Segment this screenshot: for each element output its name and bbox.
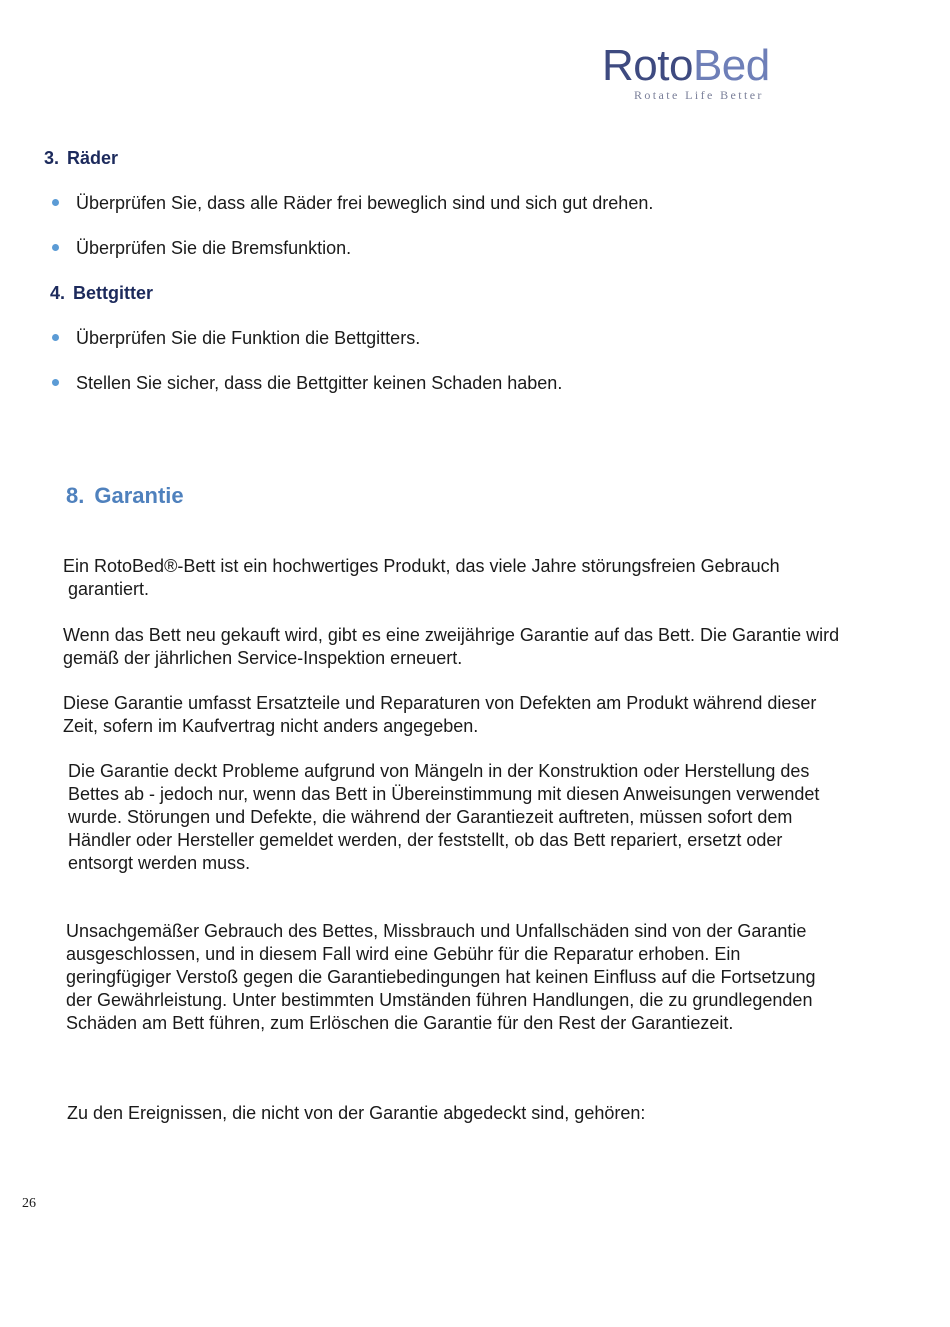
paragraph-line: wurde. Störungen und Defekte, die während der Garantiezeit auftreten, müssen sofort dem xyxy=(68,807,793,827)
paragraph-line: gemäß der jährlichen Service-Inspektion erneuert. xyxy=(63,648,463,668)
logo-wordmark xyxy=(602,40,792,92)
list-item-text: Stellen Sie sicher, dass die Bettgitter keinen Schaden haben. xyxy=(76,373,563,393)
list-item-text: Überprüfen Sie die Bremsfunktion. xyxy=(76,238,352,258)
paragraph-line: ausgeschlossen, und in diesem Fall wird eine Gebühr für die Reparatur erhoben. Ein xyxy=(66,944,741,964)
chapter-heading-garantie xyxy=(66,483,184,509)
paragraph-garantie-intro xyxy=(63,555,780,601)
list-item xyxy=(52,328,420,349)
paragraph-line: Ein RotoBed®-Bett ist ein hochwertiges Produkt, das viele Jahre störungsfreien Gebrauch xyxy=(63,556,780,576)
list-item xyxy=(52,373,562,394)
chapter-title: Garantie xyxy=(94,483,184,508)
section-heading-bettgitter xyxy=(50,283,153,304)
list-item-text: Überprüfen Sie die Funktion die Bettgitters. xyxy=(76,328,421,348)
paragraph-garantie-coverage xyxy=(68,760,819,875)
paragraph-line: Bettes ab - jedoch nur, wenn das Bett in Übereinstimmung mit diesen Anweisungen verwendet xyxy=(68,784,820,804)
paragraph-garantie-duration xyxy=(63,624,839,670)
rotobed-logo xyxy=(602,40,792,103)
bullet-icon xyxy=(52,334,59,341)
list-item-text: Überprüfen Sie, dass alle Räder frei beweglich sind und sich gut drehen. xyxy=(76,193,654,213)
paragraph-line: Schäden am Bett führen, zum Erlöschen die Garantie für den Rest der Garantiezeit. xyxy=(66,1013,734,1033)
paragraph-line: Händler oder Hersteller gemeldet werden, der feststellt, ob das Bett repariert, ersetzt oder xyxy=(68,830,783,850)
bullet-icon xyxy=(52,199,59,206)
list-item xyxy=(52,193,653,214)
paragraph-line: entsorgt werden muss. xyxy=(68,853,251,873)
paragraph-line: Diese Garantie umfasst Ersatzteile und Reparaturen von Defekten am Produkt während dieser xyxy=(63,693,817,713)
section-heading-raeder xyxy=(44,148,118,169)
section-title: Räder xyxy=(67,148,119,168)
paragraph-line: Die Garantie deckt Probleme aufgrund von Mängeln in der Konstruktion oder Herstellung des xyxy=(68,761,810,781)
paragraph-line: Unsachgemäßer Gebrauch des Bettes, Missbrauch und Unfallschäden sind von der Garantie xyxy=(66,921,807,941)
paragraph-line: Zeit, sofern im Kaufvertrag nicht anders angegeben. xyxy=(63,716,479,736)
logo-word-bed: Bed xyxy=(692,41,770,90)
page-number: 26 xyxy=(22,1196,36,1211)
logo-tagline: Rotate Life Better xyxy=(634,88,764,102)
paragraph-line: der Gewährleistung. Unter bestimmten Umständen führen Handlungen, die zu grundlegenden xyxy=(66,990,813,1010)
paragraph-line: Zu den Ereignissen, die nicht von der Garantie abgedeckt sind, gehören: xyxy=(67,1103,646,1123)
logo-word-roto: Roto xyxy=(602,41,693,90)
paragraph-garantie-not-covered xyxy=(67,1102,645,1125)
paragraph-line: geringfügiger Verstoß gegen die Garantiebedingungen hat keinen Einfluss auf die Fortsetzung xyxy=(66,967,816,987)
section-number: 4. xyxy=(50,283,66,303)
paragraph-line: Wenn das Bett neu gekauft wird, gibt es eine zweijährige Garantie auf das Bett. Die Garantie wird xyxy=(63,625,840,645)
list-item xyxy=(52,238,351,259)
section-title: Bettgitter xyxy=(73,283,154,303)
paragraph-garantie-exclusions xyxy=(66,920,816,1035)
paragraph-line: garantiert. xyxy=(63,579,150,599)
bullet-icon xyxy=(52,379,59,386)
section-number: 3. xyxy=(44,148,60,168)
paragraph-garantie-scope xyxy=(63,692,816,738)
bullet-icon xyxy=(52,244,59,251)
chapter-number: 8. xyxy=(66,483,85,508)
